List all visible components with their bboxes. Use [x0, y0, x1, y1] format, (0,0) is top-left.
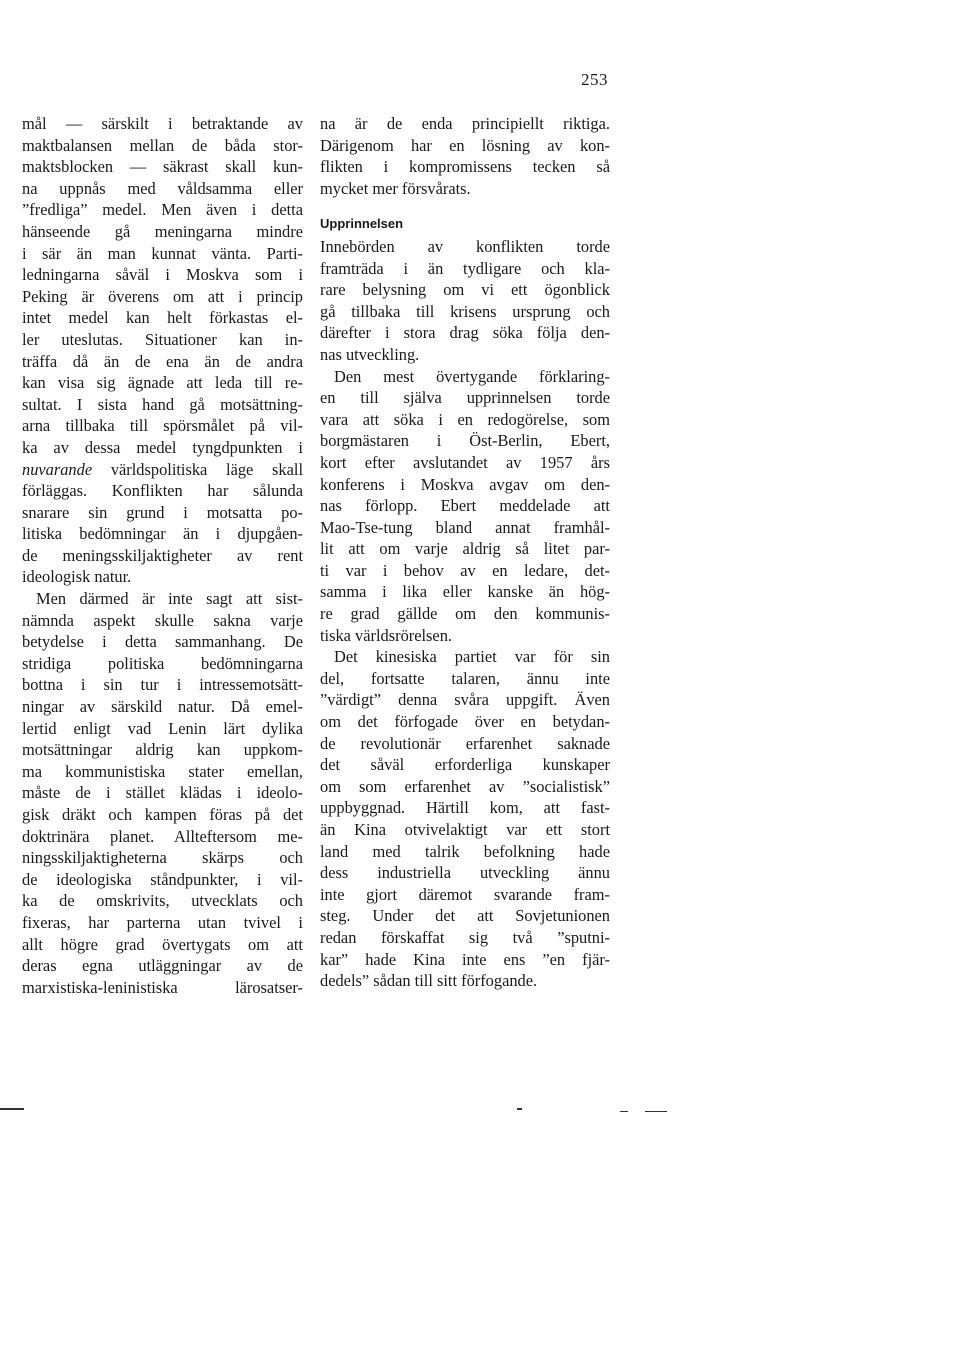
text-line: om som erfarenhet av ”socialistisk” — [320, 776, 610, 796]
text-line: ti var i behov av en ledare, det- — [320, 560, 610, 580]
text-line: lertid enligt vad Lenin lärt dylika — [22, 718, 303, 738]
text-line: nas utveckling. — [320, 344, 420, 364]
text-line: na uppnås med våldsamma eller — [22, 178, 303, 198]
scan-artifact-mark — [517, 1108, 522, 1110]
text-line: kort efter avslutandet av 1957 års — [320, 452, 610, 472]
text-line: Peking är överens om att i princip — [22, 286, 303, 306]
text-line: marxistiska-leninistiska lärosatser- — [22, 977, 303, 997]
text-line: Innebörden av konflikten torde — [320, 236, 610, 256]
text-line: stridiga politiska bedömningarna — [22, 653, 303, 673]
text-line: steg. Under det att Sovjetunionen — [320, 906, 610, 926]
scan-artifact-mark — [0, 1108, 24, 1110]
text-line: måste de i stället klädas i ideolo- — [22, 783, 303, 803]
text-line: litiska bedömningar än i djupgåen- — [22, 524, 303, 544]
text-line: allt högre grad övertygats om att — [22, 934, 303, 954]
text-line: land med talrik befolkning hade — [320, 841, 610, 861]
text-line: maktsblocken — säkrast skall kun- — [22, 157, 303, 177]
text-line: arna tillbaka till spörsmålet på vil- — [22, 416, 303, 436]
text-line: fixeras, har parterna utan tvivel i — [22, 912, 303, 932]
text-line: ningsskiljaktigheterna skärps och — [22, 848, 303, 868]
text-line: konferens i Moskva avgav om den- — [320, 474, 610, 494]
text-line: del, fortsatte talaren, ännu inte — [320, 668, 610, 688]
text-line: kar” hade Kina inte ens ”en fjär- — [320, 949, 610, 969]
text-line: tiska världsrörelsen. — [320, 625, 452, 645]
text-line: redan förskaffat sig två ”sputni- — [320, 927, 610, 947]
text-line: ledningarna såväl i Moskva som i — [22, 265, 303, 285]
text-line: ka av dessa medel tyngdpunkten i — [22, 437, 303, 457]
text-line: Det kinesiska partiet var för sin — [334, 647, 610, 667]
text-line: mål — särskilt i betraktande av — [22, 114, 303, 133]
text-line: deras egna utläggningar av de — [22, 956, 303, 976]
left-text-column — [22, 113, 303, 998]
text-line: snarare sin grund i motsatta po- — [22, 502, 303, 522]
text-line: vara att söka i en redogörelse, som — [320, 409, 610, 429]
text-line: gå tillbaka till krisens ursprung och — [320, 301, 610, 321]
text-line: re grad gällde om den kommunis- — [320, 604, 610, 624]
text-line: ningar av särskild natur. Då emel- — [22, 697, 303, 717]
text-line: dedels” sådan till sitt förfogande. — [320, 971, 538, 991]
text-line: borgmästaren i Öst-Berlin, Ebert, — [320, 431, 610, 451]
scan-artifact-mark — [645, 1111, 667, 1112]
text-line: na är de enda principiellt riktiga. — [320, 114, 610, 133]
text-line: doktrinära planet. Allteftersom me- — [22, 826, 303, 846]
text-line: uppbyggnad. Härtill kom, att fast- — [320, 798, 610, 818]
text-line: ka de omskrivits, utvecklats och — [22, 891, 303, 911]
text-line: framträda i än tydligare och kla- — [320, 258, 610, 278]
text-line: rare belysning om vi ett ögonblick — [320, 280, 610, 300]
section-heading: Upprinnelsen — [320, 216, 404, 232]
text-line: samma i lika eller kanske än hög- — [320, 582, 610, 602]
text-line: det såväl erforderliga kunskaper — [320, 755, 610, 775]
text-line: motsättningar aldrig kan uppkom- — [22, 740, 303, 760]
text-line: träffa då än de ena än de andra — [22, 351, 303, 371]
text-line: än Kina otvivelaktigt var ett stort — [320, 820, 610, 839]
text-line: Den mest övertygande förklaring- — [334, 366, 610, 386]
scan-artifact-mark — [620, 1111, 628, 1112]
text-line: de revolutionär erfarenhet saknade — [320, 733, 610, 753]
text-line: om det förfogade över en betydan- — [320, 712, 610, 732]
text-line: flikten i kompromissens tecken så — [320, 157, 610, 177]
text-line: inte gjort däremot svarande fram- — [320, 884, 610, 904]
text-line: Mao-Tse-tung bland annat framhål- — [320, 517, 610, 537]
page-number: 253 — [581, 70, 608, 89]
text-line: dess industriella utveckling ännu — [320, 863, 610, 883]
text-line: i sär än man kunnat vänta. Parti- — [22, 243, 303, 263]
text-line: ideologisk natur. — [22, 567, 132, 587]
text-line: därefter i stora drag söka följa den- — [320, 323, 610, 343]
text-line: ”fredliga” medel. Men även i detta — [22, 200, 303, 220]
text-line: nas förlopp. Ebert meddelade att — [320, 496, 610, 516]
text-line: ma kommunistiska stater emellan, — [22, 761, 303, 781]
text-line: Därigenom har en lösning av kon- — [320, 135, 610, 155]
text-line: betydelse i detta sammanhang. De — [22, 632, 303, 652]
text-line: intet medel kan helt förkastas el- — [22, 308, 303, 328]
text-line: Men därmed är inte sagt att sist- — [36, 589, 303, 609]
text-line: ”värdigt” denna svåra uppgift. Även — [320, 690, 610, 710]
text-line: ler uteslutas. Situationer kan in- — [22, 329, 303, 349]
text-line: en till själva upprinnelsen torde — [320, 388, 610, 408]
text-line: kan visa sig ägnade att leda till re- — [22, 373, 303, 393]
text-line: gisk dräkt och kampen föras på det — [22, 805, 303, 824]
text-line: maktbalansen mellan de båda stor- — [22, 135, 303, 155]
text-line: sultat. I sista hand gå motsättning- — [22, 394, 303, 414]
text-line: nämnda aspekt skulle sakna varje — [22, 610, 303, 630]
text-line: förläggas. Konflikten har sålunda — [22, 481, 303, 501]
text-line: bottna i sin tur i intressemotsätt- — [22, 675, 303, 695]
text-line: de meningsskiljaktigheter av rent — [22, 545, 303, 565]
text-line: mycket mer försvårats. — [320, 178, 471, 198]
text-line: de ideologiska ståndpunkter, i vil- — [22, 869, 303, 889]
text-line: nuvarande världspolitiska läge skall — [22, 459, 303, 479]
text-line: hänseende gå meningarna mindre — [22, 221, 303, 241]
text-line: lit att om varje aldrig så litet par- — [320, 539, 610, 559]
right-text-column — [320, 113, 610, 992]
